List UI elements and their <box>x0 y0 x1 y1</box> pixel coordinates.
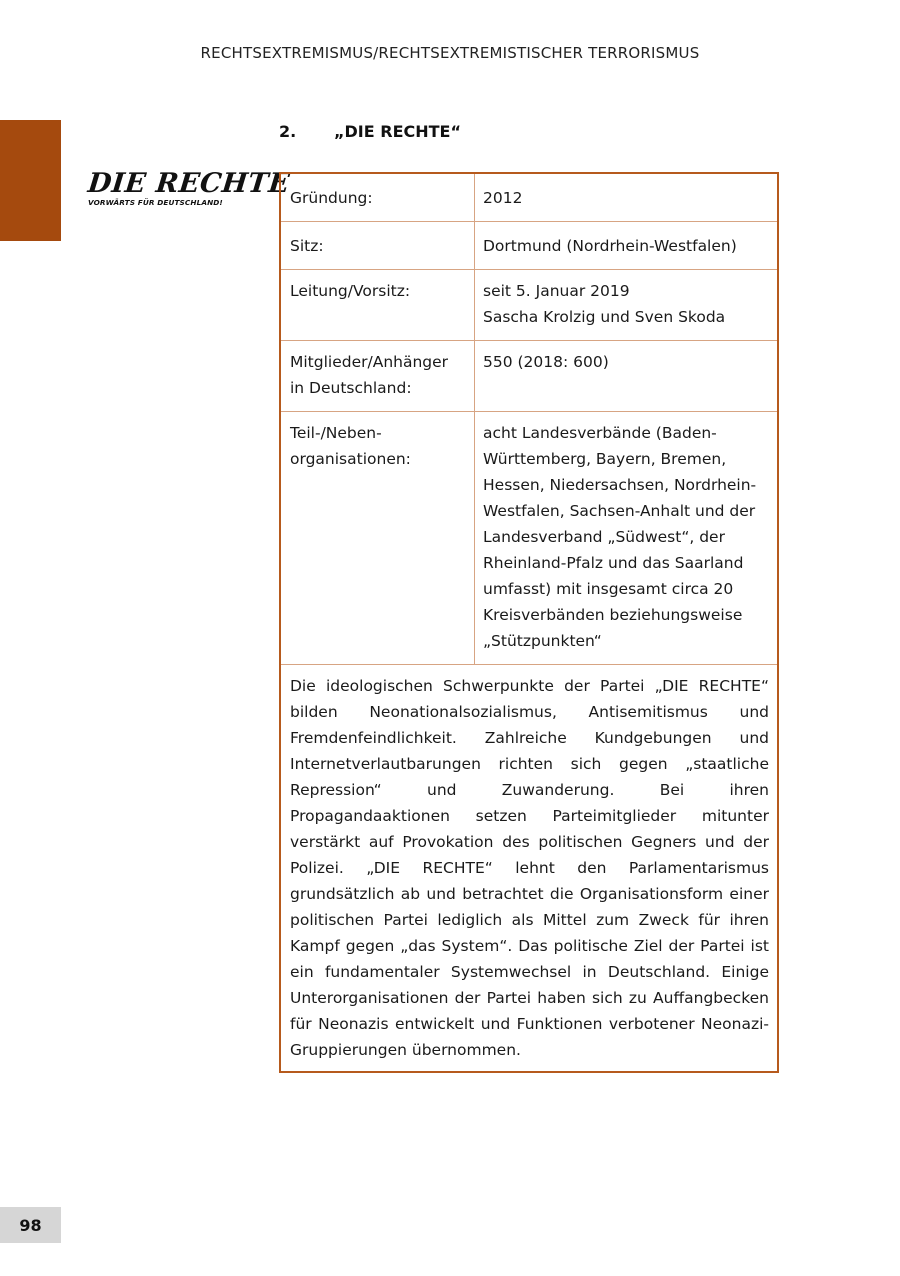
running-header: RECHTSEXTREMISMUS/RECHTSEXTREMISTISCHER TERRORISMUS <box>200 44 700 62</box>
fact-table <box>279 172 779 1073</box>
logo-tagline: VORWÄRTS FÜR DEUTSCHLAND! <box>88 198 223 207</box>
fact-label-line: in Deutschland: <box>290 379 412 397</box>
party-logo <box>86 168 292 212</box>
fact-row-founding <box>281 174 777 222</box>
section-number: 2. <box>279 122 297 141</box>
fact-value <box>475 270 777 340</box>
fact-label-line: organisationen: <box>290 450 411 468</box>
fact-row-seat <box>281 222 777 270</box>
fact-row-suborganisations <box>281 412 777 665</box>
logo-wordmark: DIE RECHTE <box>86 168 292 199</box>
fact-row-leadership <box>281 270 777 341</box>
fact-label: Gründung: <box>281 174 475 221</box>
description-paragraph: Die ideologischen Schwerpunkte der Partei „DIE RECHTE“ bilden Neonationalsozialismus, Antisemitismus und Fremdenfeindlichkeit. Zahlreiche Kundgebungen und Internetverlautbarungen richten sich gegen „staatliche Repression“ und Zuwanderung. Bei ihren Propagandaaktionen setzen Parteimitglieder mitunter verstärkt auf Provokation des politischen Gegners und der Polizei. „DIE RECHTE“ lehnt den Parlamentarismus grundsätzlich ab und betrachtet die Organisationsform einer politischen Partei lediglich als Mittel zum Zweck für ihren Kampf gegen „das System“. Das politische Ziel der Partei ist ein fundamentaler Systemwechsel in Deutschland. Einige Unterorganisationen der Partei haben sich zu Auffangbecken für Neonazis entwickelt und Funktionen verbotener Neonazi-Gruppierungen übernommen. <box>290 677 769 1059</box>
fact-value: acht Landesverbände (Baden-Württemberg, Bayern, Bremen, Hessen, Niedersachsen, Nordrhein-Westfalen, Sachsen-Anhalt und der Landesverband „Südwest“, der Rheinland-Pfalz und das Saarland umfasst) mit insgesamt circa 20 Kreisverbänden beziehungsweise „Stützpunkten“ <box>483 424 757 650</box>
section-title: „DIE RECHTE“ <box>334 122 461 141</box>
page-number: 98 <box>0 1207 61 1243</box>
fact-value-line: seit 5. Januar 2019 <box>483 282 630 300</box>
section-heading <box>279 122 461 141</box>
fact-value: Dortmund (Nordrhein-Westfalen) <box>483 237 737 255</box>
fact-value: 550 (2018: 600) <box>483 353 609 371</box>
fact-row-members <box>281 341 777 412</box>
fact-label: Sitz: <box>281 222 475 269</box>
fact-value: 2012 <box>483 189 523 207</box>
fact-label-line: Mitglieder/Anhänger <box>290 353 449 371</box>
fact-label <box>281 412 475 664</box>
fact-label-line: Teil-/Neben- <box>290 424 382 442</box>
fact-label <box>281 341 475 411</box>
fact-value-line: Sascha Krolzig und Sven Skoda <box>483 308 726 326</box>
fact-label: Leitung/Vorsitz: <box>281 270 475 340</box>
chapter-side-tab <box>0 120 61 241</box>
